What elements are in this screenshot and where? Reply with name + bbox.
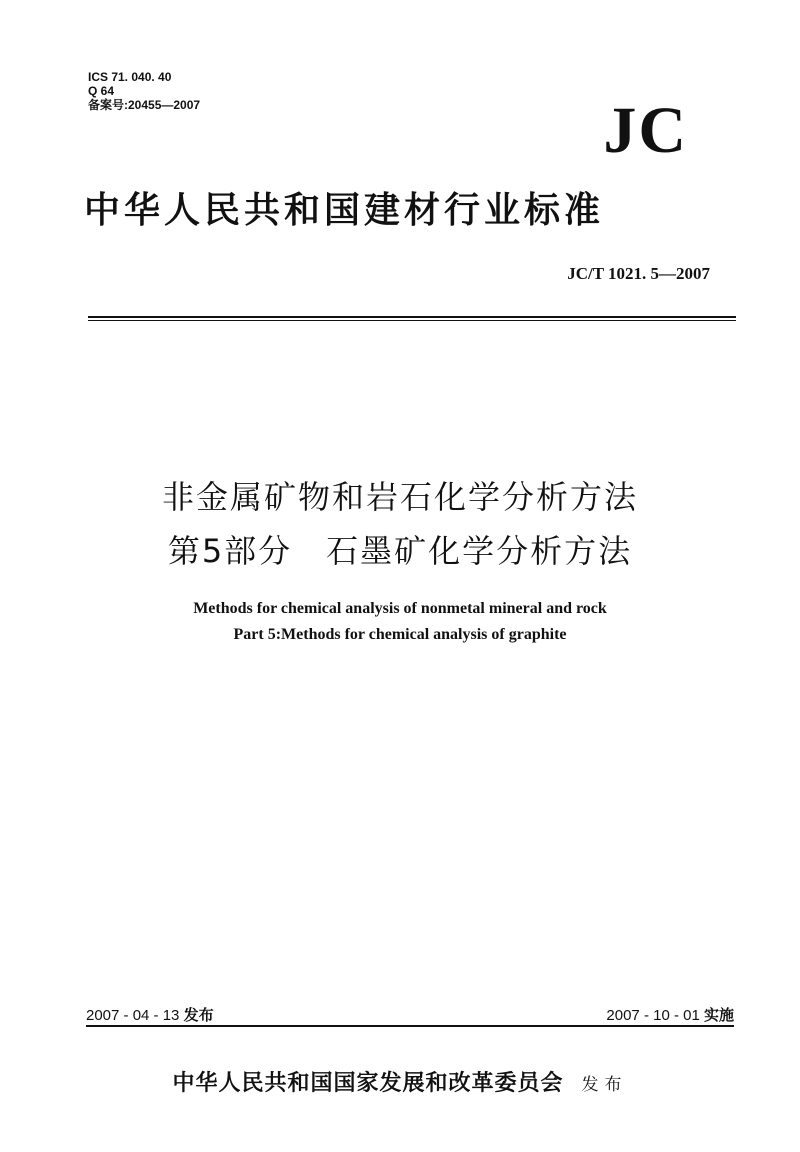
chinese-title-line-1: 非金属矿物和岩石化学分析方法 bbox=[161, 478, 638, 516]
header-divider-secondary bbox=[88, 320, 736, 321]
implement-label: 实施 bbox=[703, 1006, 734, 1024]
record-number: 备案号:20455—2007 bbox=[88, 98, 201, 112]
publish-date: 2007 - 04 - 13 bbox=[86, 1007, 180, 1024]
standard-code: JC/T 1021. 5—2007 bbox=[567, 264, 710, 283]
implement-date: 2007 - 10 - 01 bbox=[606, 1007, 700, 1024]
implement-date-row bbox=[606, 1004, 734, 1025]
header-divider bbox=[88, 316, 736, 318]
jc-logo: JC bbox=[603, 94, 688, 167]
publish-date-row bbox=[86, 1004, 214, 1025]
document-metadata bbox=[88, 70, 200, 112]
standard-title: 中华人民共和国建材行业标准 bbox=[84, 189, 605, 231]
classification-code: Q 64 bbox=[88, 84, 115, 98]
english-title-line-1: Methods for chemical analysis of nonmetal mineral and rock bbox=[193, 600, 607, 617]
english-title-line-2: Part 5:Methods for chemical analysis of graphite bbox=[233, 626, 567, 643]
footer-divider bbox=[86, 1025, 734, 1027]
issuer-line bbox=[0, 1066, 800, 1097]
ics-code: ICS 71. 040. 40 bbox=[88, 70, 172, 84]
chinese-title-line-2: 第5部分 石墨矿化学分析方法 bbox=[167, 532, 633, 570]
issuer-label: 发布 bbox=[581, 1075, 628, 1095]
publish-label: 发布 bbox=[183, 1006, 214, 1024]
issuer-name: 中华人民共和国国家发展和改革委员会 bbox=[172, 1070, 564, 1096]
